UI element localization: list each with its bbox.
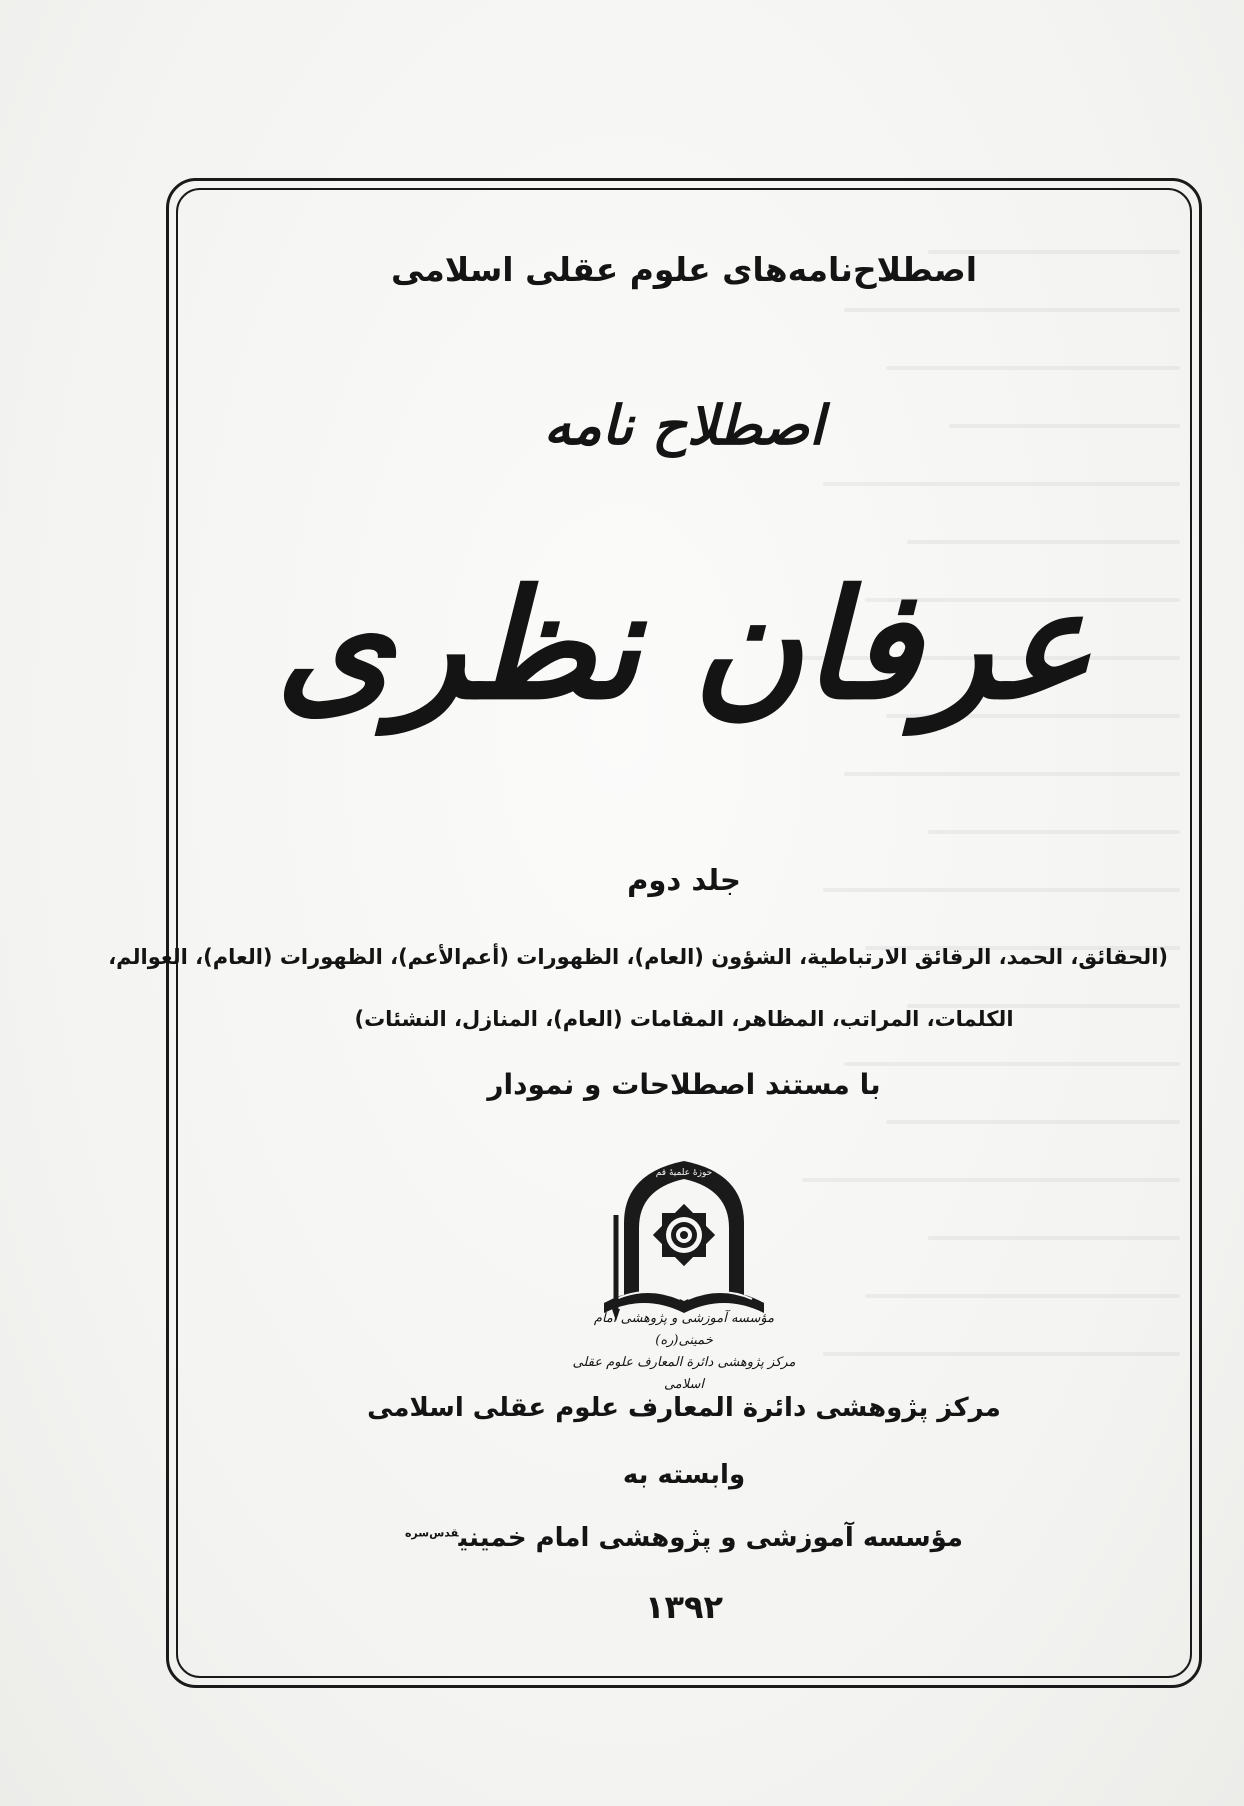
series-title: اصطلاح‌نامه‌های علوم عقلی اسلامی [390, 250, 978, 289]
institute-name-text: مؤسسه آموزشی و پژوهشی امام خمینی [458, 1523, 964, 1553]
logo-caption-line-1: مؤسسه آموزشی و پژوهشی امام خمینی(ره) [593, 1311, 775, 1348]
publisher-name: مرکز پژوهشی دائرة المعارف علوم عقلی اسلامی [367, 1393, 1001, 1423]
subtitle-word: اصطلاح نامه [543, 393, 825, 457]
volume-label: جلد دوم [627, 863, 741, 897]
logo-caption-line-2: مرکز پژوهشی دائرة المعارف علوم عقلی اسلامی [572, 1355, 796, 1392]
topics-line-1: (الحقائق، الحمد، الرقائق الارتباطية، الشؤون (العام)، الظهورات (أعم‌الأعم)، الظهورات (العام)، العوالم، [108, 945, 1168, 969]
topics-line-2: الکلمات، المراتب، المظاهر، المقامات (العام)، المنازل، النشئات) [354, 1007, 1014, 1031]
logo-caption [564, 1308, 804, 1396]
title-page-content [108, 188, 1188, 1678]
topics-list [108, 926, 1168, 1050]
affiliation-label: وابسته به [622, 1460, 746, 1490]
logo-arch-text: حوزهٔ علمیهٔ قم [655, 1168, 713, 1178]
main-title: عرفان نظری [275, 557, 1093, 733]
honorific-mark: قدس‌سره [404, 1526, 459, 1540]
publication-year: ۱۳۹۲ [644, 1588, 724, 1626]
institute-name [180, 1523, 1188, 1553]
documentation-note: با مستند اصطلاحات و نمودار [487, 1068, 881, 1101]
seminary-emblem-icon [564, 1153, 804, 1328]
